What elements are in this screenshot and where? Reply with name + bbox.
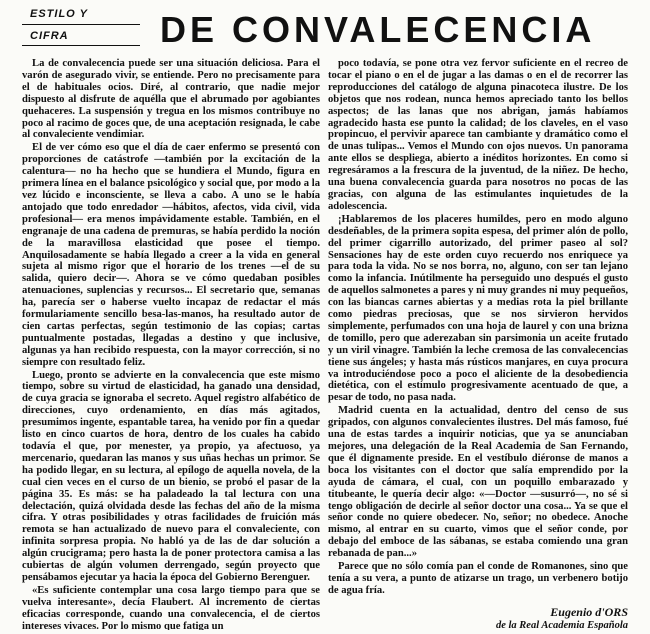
author-signature: Eugenio d'ORS bbox=[550, 604, 628, 619]
section-label-line-2: CIFRA bbox=[30, 30, 69, 42]
paragraph: Luego, pronto se advierte en la convalecencia que este mismo tiempo, sobre su virtud de elasticidad, ha ganado una densidad, de cuya gracia se ignoraba el secreto. Aquel registro alfabético de direcciones, cuyo ordenamiento, en días más agitados, presumimos ingente, espantable tarea, ha venido por fin a quedar listo en cinco cuartos de hora, dentro de los cuales ha cabido todavía el que, por menester, ya propio, ya afectuoso, ya mercenario, quedaran las manos y sus uñas hechas un primor. Se ha podido llegar, en su lectura, al epílogo de aquella novela, de la cual cien veces en el curso de un bienio, se probó el pasar de la página 35. Es más: se ha paladeado la tal lectura con una delectación, quizá olvidada desde las fechas del año de la misma cifra. Y otras posibilidades y otras facilidades de fruición más remota se han actualizado de nuevo para el convaleciente, con infinita sorpresa propia. No habló ya de las de dar solución a algún crucigrama; pero hasta la de poner protectora camisa a las cubiertas de algún volumen derrengado, según proyecto que pensábamos ejecutar ya hacia la época del Gobierno Berenguer. bbox=[22, 369, 320, 583]
section-rule-bottom bbox=[22, 45, 140, 46]
author-affiliation: de la Real Academia Española bbox=[495, 619, 628, 630]
paragraph: poco todavía, se pone otra vez fervor suficiente en el recreo de tocar el piano o en el de jugar a las damas o en el de recorrer las reproducciones del catálogo de alguna pinacoteca ilustre. De los objetos que nos rodean, nunca hemos apreciado tanto los bellos aspectos; de las lanas que nos abrigan, jamás habíamos agradecido hasta ese punto la calidad; de los claveles, en el vaso propincuo, el pervivir aparece tan cambiante y dramático como el de unas tulipas... Vemos el Mundo con ojos nuevos. Un panorama ante ellos se despliega, abierto a inéditos horizontes. En como si regresáramos a la frescura de la juventud, de la niñez. De hecho, una buena convalecencia guarda para nosotros no pocas de las gracias, con alguna de las estimulantes inquietudes de la adolescencia. bbox=[328, 58, 628, 212]
paragraph: El de ver cómo eso que el día de caer enfermo se presentó con proporciones de catástrofe —también por la excitación de la calentura— no ha hecho que se hundiera el Mundo, figura en primera línea en el balance psicológico y social que, por modo a la vez lúcido e inconsciente, se lleva a cabo. A uno se le había antojado que todo enredador —hábitos, afectos, vida civil, vida profesional— era menos impávidamente estable. También, en el engranaje de una cadena de premuras, se había perdido la noción de la maravillosa elasticidad que posee el tiempo. Anquilosadamente se había llegado a creer a la vida en general sujeta al mismo rigor que el horario de los trenes —el de su salida, quiero decir—. Ahora se ve cómo quedaban posibles atenuaciones, suplencias y recursos... El secretario que, semanas ha, parecía ser o haberse vuelto incapaz de redactar el más formulariamente sencillo besa-las-manos, ha resultado autor de cien cartas perfectas, según testimonio de las copias; cartas puntualmente postadas, llegadas a destino y que inclusive, algunas ya han recibido respuesta, con la mayor corrección, si no siempre con resultado feliz. bbox=[22, 142, 320, 368]
article-headline: DE CONVALECENCIA bbox=[160, 9, 596, 50]
section-label-line-1: ESTILO Y bbox=[30, 8, 88, 20]
article-column-left bbox=[22, 58, 320, 630]
section-rule-top bbox=[22, 24, 140, 25]
paragraph: «Es suficiente contemplar una cosa largo tiempo para que se vuelva interesante», decía Flaubert. Al incremento de ciertas eficacias corresponde, cuando una convalecencia, el de ciertos intereses vivaces. Por lo mismo que fatiga un bbox=[22, 584, 320, 630]
paragraph: Parece que no sólo comía pan el conde de Romanones, sino que tenía a su vera, a punto de atizarse un trago, un verbenero botijo de agua fría. bbox=[328, 561, 628, 596]
paragraph: ¡Hablaremos de los placeres humildes, pero en modo alguno desdeñables, de la primera sopita espesa, del primer alón de pollo, del primer cigarrillo autorizado, del primer paseo al sol? Sensaciones hay de este orden cuyo recuerdo nos enriquece ya para toda la vida. No se nos borra, no, alguno, con ser tan lejano como la infancia. Inútilmente ha perseguido uno después el gusto de aquellos salmonetes a pares y ni muy grandes ni muy pequeños, con las biancas carnes abiertas y a medias rota la piel brillante como piedras preciosas, que se nos sirvieron hervidos simplemente, perfumados con una hoja de laurel y con una brizna de tomillo, pero que aderezaban sin parsimonia un aceite frutado y un viril vinagre. También la leche cremosa de las convalecencias tiene sus ángeles; y hasta más rústicos manjares, en cuya procura va introduciéndose poco a poco el aliciente de la desobediencia dietética, con el estímulo progresivamente acentuado de que, a pesar de todo, no pasa nada. bbox=[328, 213, 628, 404]
article-column-right bbox=[328, 58, 628, 630]
paragraph: Madrid cuenta en la actualidad, dentro del censo de sus gripados, con algunos convalecientes ilustres. Del más famoso, fué una de estas tardes a inquirir noticias, que ya se anunciaban mejores, una delegación de la Real Academia de San Fernando, que él dignamente preside. En el vestíbulo diéronse de manos a boca los visitantes con el doctor que salía emprendido por la ayuda de cámara, el cual, con un poquillo embarazado y titubeante, le quería decir algo: «—Doctor —susurró—, no sé si tengo obligación de decirle al señor doctor una cosa... Ya se que el señor conde no quiere obedecer. No, señor; no obedece. Anoche mismo, al entrar en su cuarto, vimos que el señor conde, por debajo del emboce de las sábanas, se estaba comiendo una gran rebanada de pan...» bbox=[328, 405, 628, 560]
paragraph: La de convalecencia puede ser una situación deliciosa. Para el varón de asegurado vivir, se entiende. Pero no precisamente para el de habituales ocios. Diré, al contrario, que nadie mejor dispuesto al disfrute de aquélla que el abrumado por agobiantes quehaceres. La suspensión y tregua en los mismos contribuye no poco al racimo de goces que, de una aceptación resignada, le cabe al convaleciente vendimiar. bbox=[22, 58, 320, 141]
